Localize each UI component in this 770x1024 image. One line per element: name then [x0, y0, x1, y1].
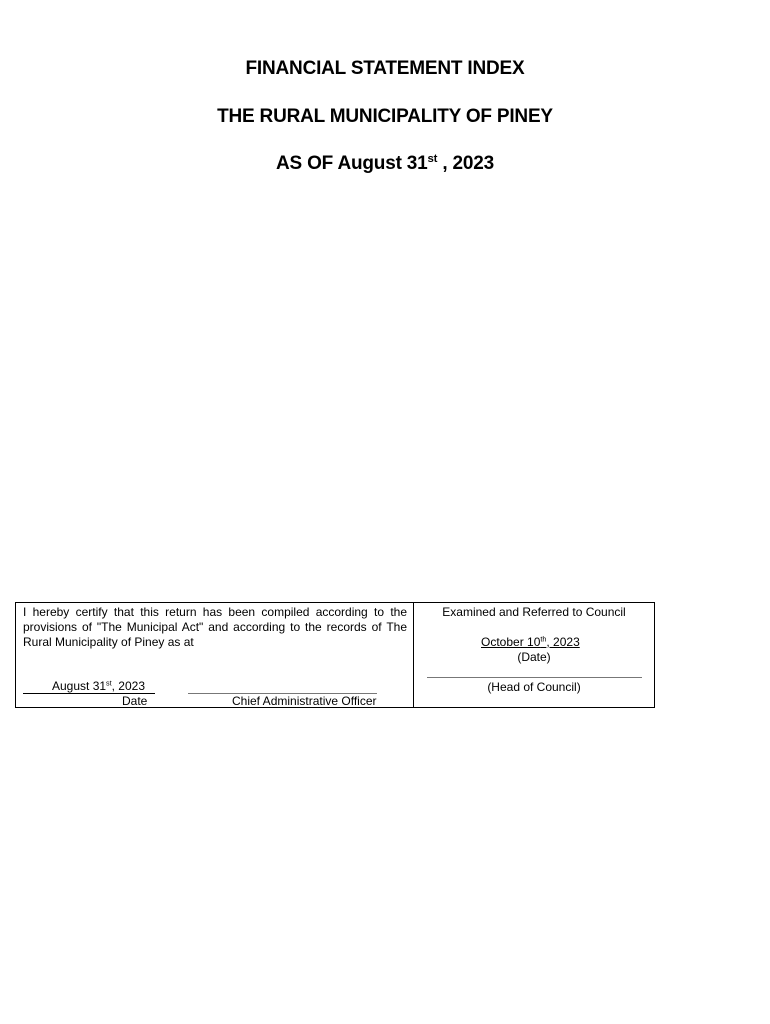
certification-date-prefix: August 31	[52, 679, 107, 693]
document-title: FINANCIAL STATEMENT INDEX	[245, 58, 525, 79]
as-of-date	[0, 153, 770, 175]
head-of-council-label: (Head of Council)	[487, 680, 581, 694]
municipality-name: THE RURAL MUNICIPALITY OF PINEY	[217, 106, 553, 127]
council-date-prefix: October 10	[481, 635, 541, 649]
as-of-date-ordinal: st	[427, 153, 438, 166]
as-of-date-year: , 2023	[437, 153, 494, 174]
council-date-ordinal: th	[540, 634, 547, 644]
council-date-label: (Date)	[517, 650, 551, 664]
certification-date-value	[23, 679, 155, 694]
head-of-council-signature-line	[427, 665, 642, 678]
examined-referred-text: Examined and Referred to Council	[442, 605, 626, 619]
cao-signature-label: Chief Administrative Officer	[232, 694, 377, 708]
certification-date-label: Date	[122, 694, 148, 708]
council-date-year: , 2023	[546, 635, 580, 649]
as-of-date-prefix: AS OF August 31	[276, 153, 428, 174]
cao-signature-line	[188, 679, 377, 694]
certification-box	[15, 602, 655, 708]
certification-date-year: , 2023	[111, 679, 146, 693]
certification-statement: I hereby certify that this return has been compiled according to the provisions of "The Municipal Act" and according to the records of The Rural Municipality of Piney as at	[23, 605, 407, 649]
council-referral-section	[414, 603, 654, 707]
certification-date-ordinal: st	[106, 678, 112, 688]
council-date-value	[481, 635, 580, 649]
